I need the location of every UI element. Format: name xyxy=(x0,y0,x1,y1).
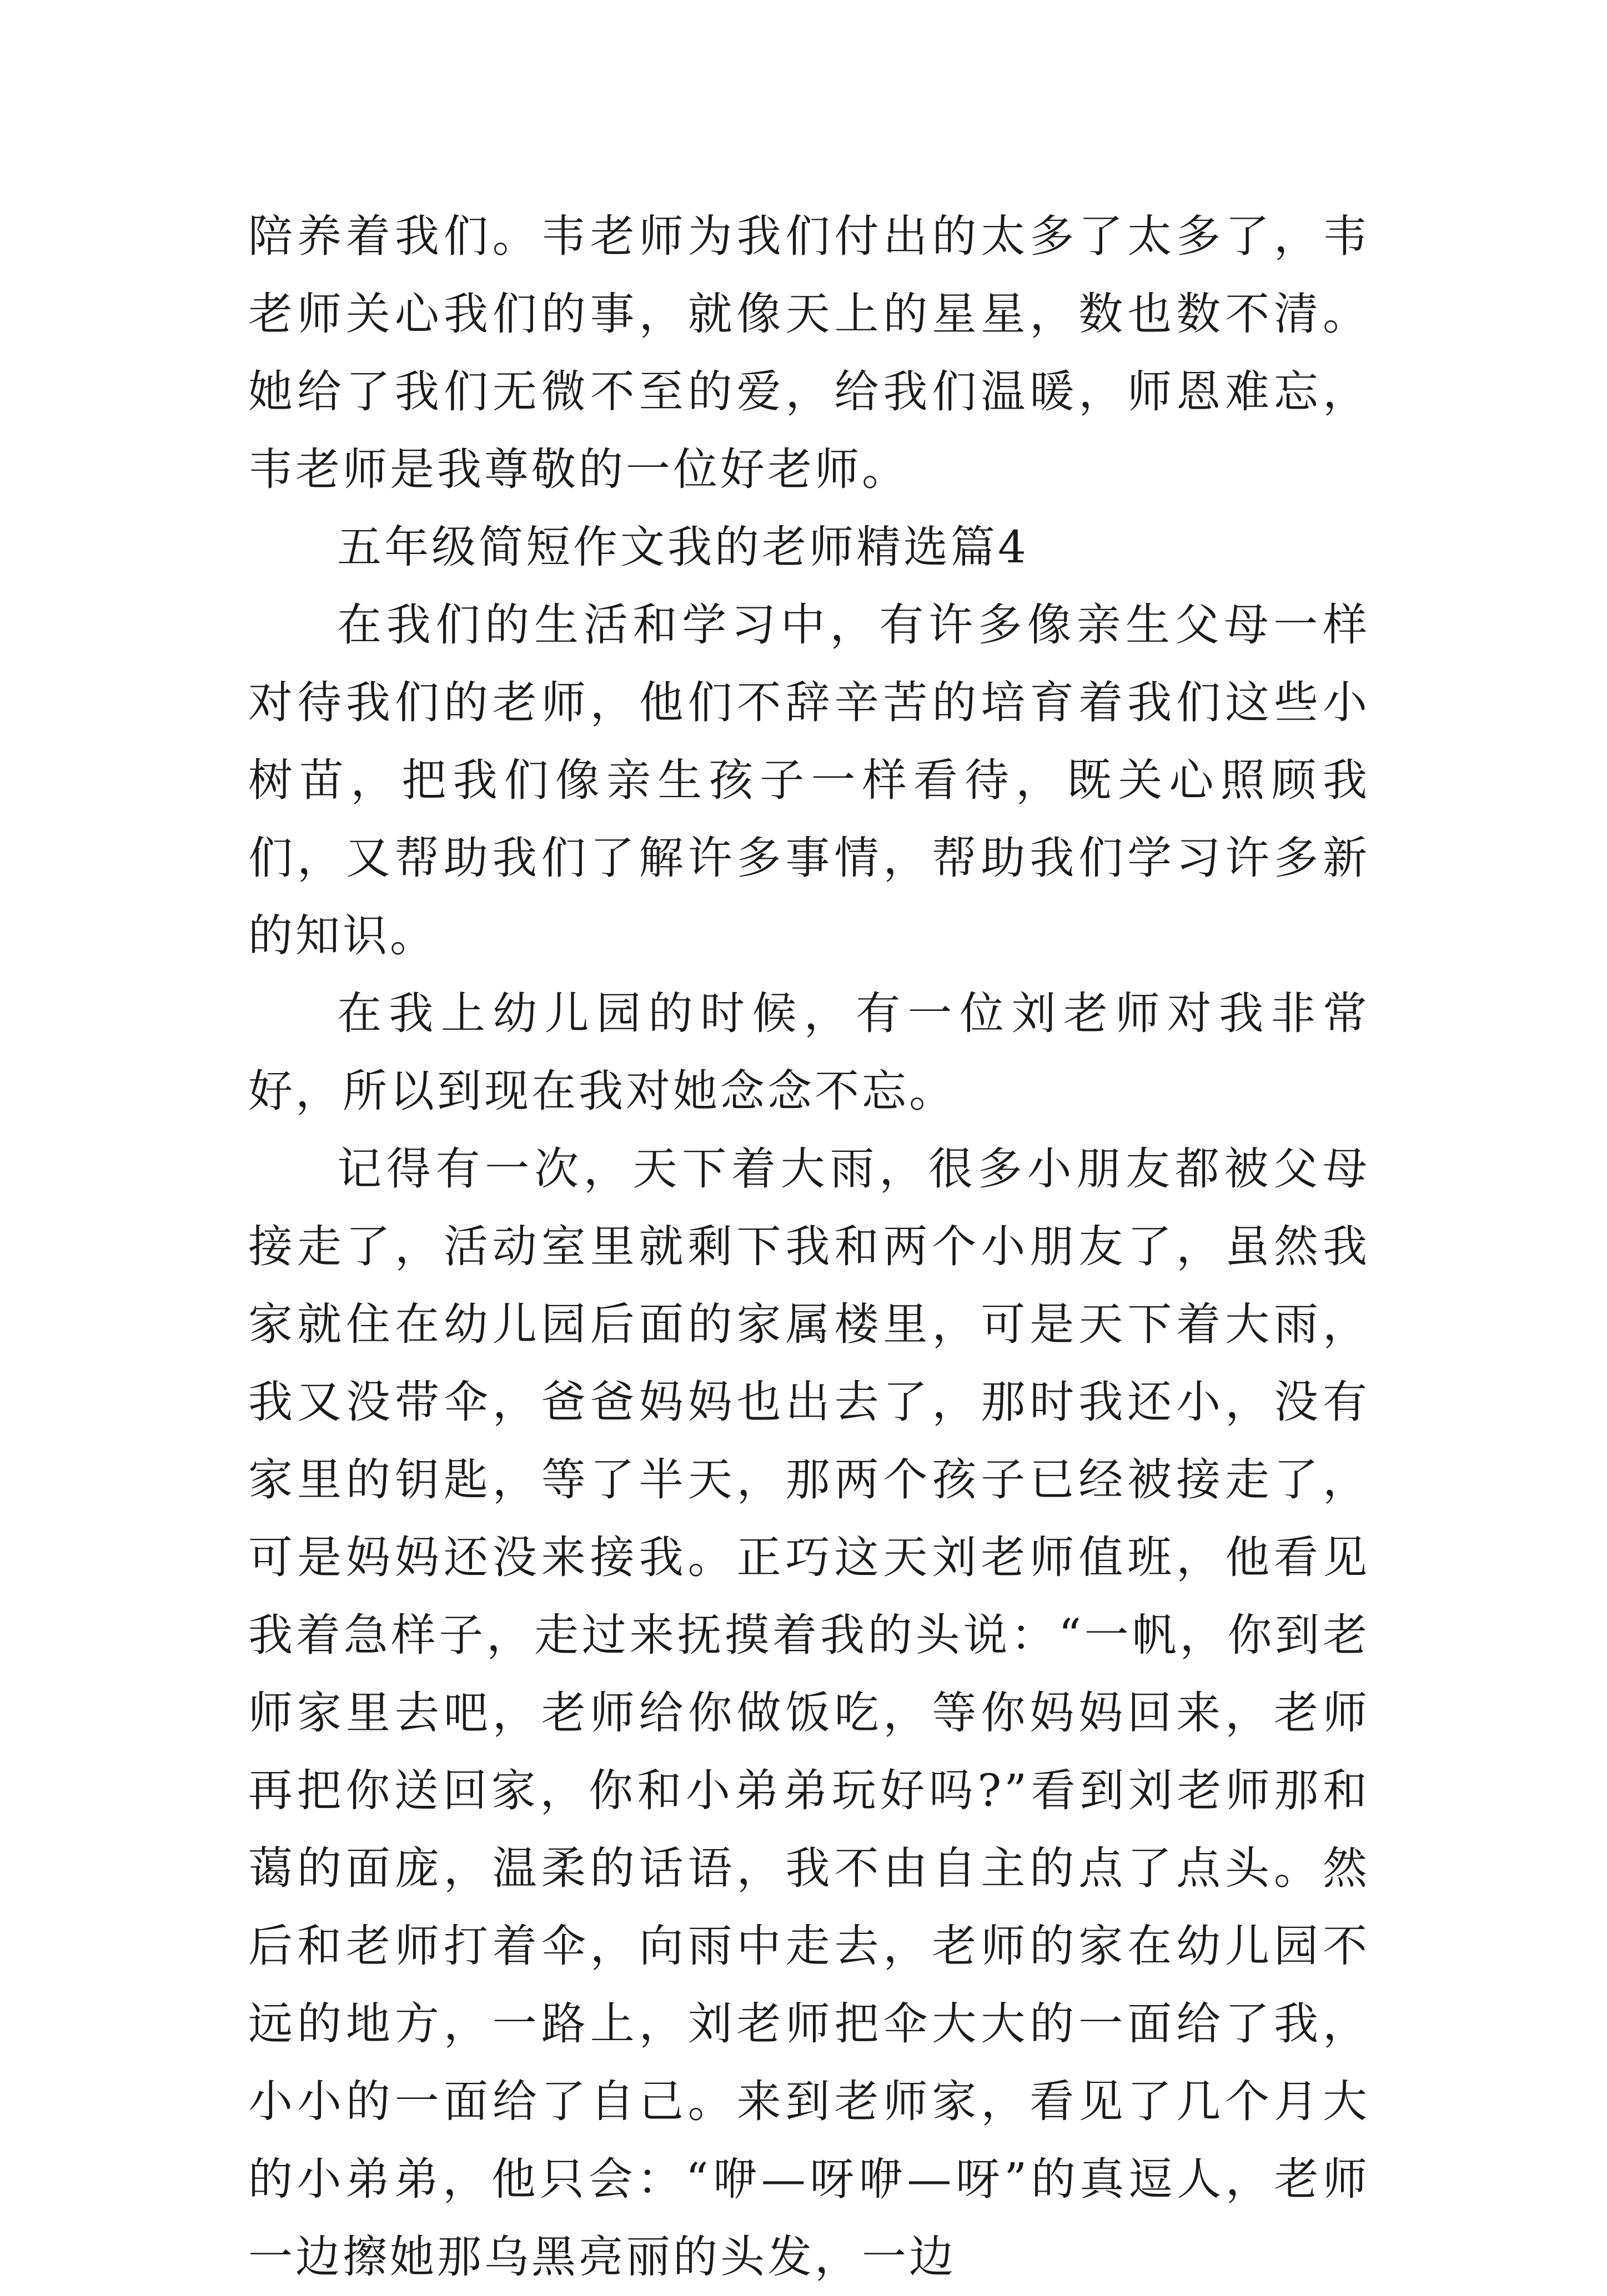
paragraph-continuation: 陪养着我们。韦老师为我们付出的太多了太多了，韦老师关心我们的事，就像天上的星星，数也数不清。她给了我们无微不至的爱，给我们温暖，师恩难忘，韦老师是我尊敬的一位好老师。 xyxy=(248,210,1370,495)
document-body xyxy=(248,198,1370,2296)
paragraph-teacher-liu: 在我上幼儿园的时候，有一位刘老师对我非常好，所以到现在我对她念念不忘。 xyxy=(248,988,1370,1117)
paragraph-rainy-day: 记得有一次，天下着大雨，很多小朋友都被父母接走了，活动室里就剩下我和两个小朋友了，虽然我家就住在幼儿园后面的家属楼里，可是天下着大雨，我又没带伞，爸爸妈妈也出去了，那时我还小，没有家里的钥匙，等了半天，那两个孩子已经被接走了，可是妈妈还没来接我。正巧这天刘老师值班，他看见我着急样子，走过来抚摸着我的头说：“一帆，你到老师家里去吧，老师给你做饭吃，等你妈妈回来，老师再把你送回家，你和小弟弟玩好吗?”看到刘老师那和蔼的面庞，温柔的话语，我不由自主的点了点头。然后和老师打着伞，向雨中走去，老师的家在幼儿园不远的地方，一路上，刘老师把伞大大的一面给了我，小小的一面给了自己。来到老师家，看见了几个月大的小弟弟，他只会：“咿—呀咿—呀”的真逗人，老师一边擦她那乌黑亮丽的头发，一边 xyxy=(248,1143,1370,2283)
paragraph-intro: 在我们的生活和学习中，有许多像亲生父母一样对待我们的老师，他们不辞辛苦的培育着我们这些小树苗，把我们像亲生孩子一样看待，既关心照顾我们，又帮助我们了解许多事情，帮助我们学习许多新的知识。 xyxy=(248,599,1370,961)
section-heading: 五年级简短作文我的老师精选篇4 xyxy=(337,521,1029,573)
